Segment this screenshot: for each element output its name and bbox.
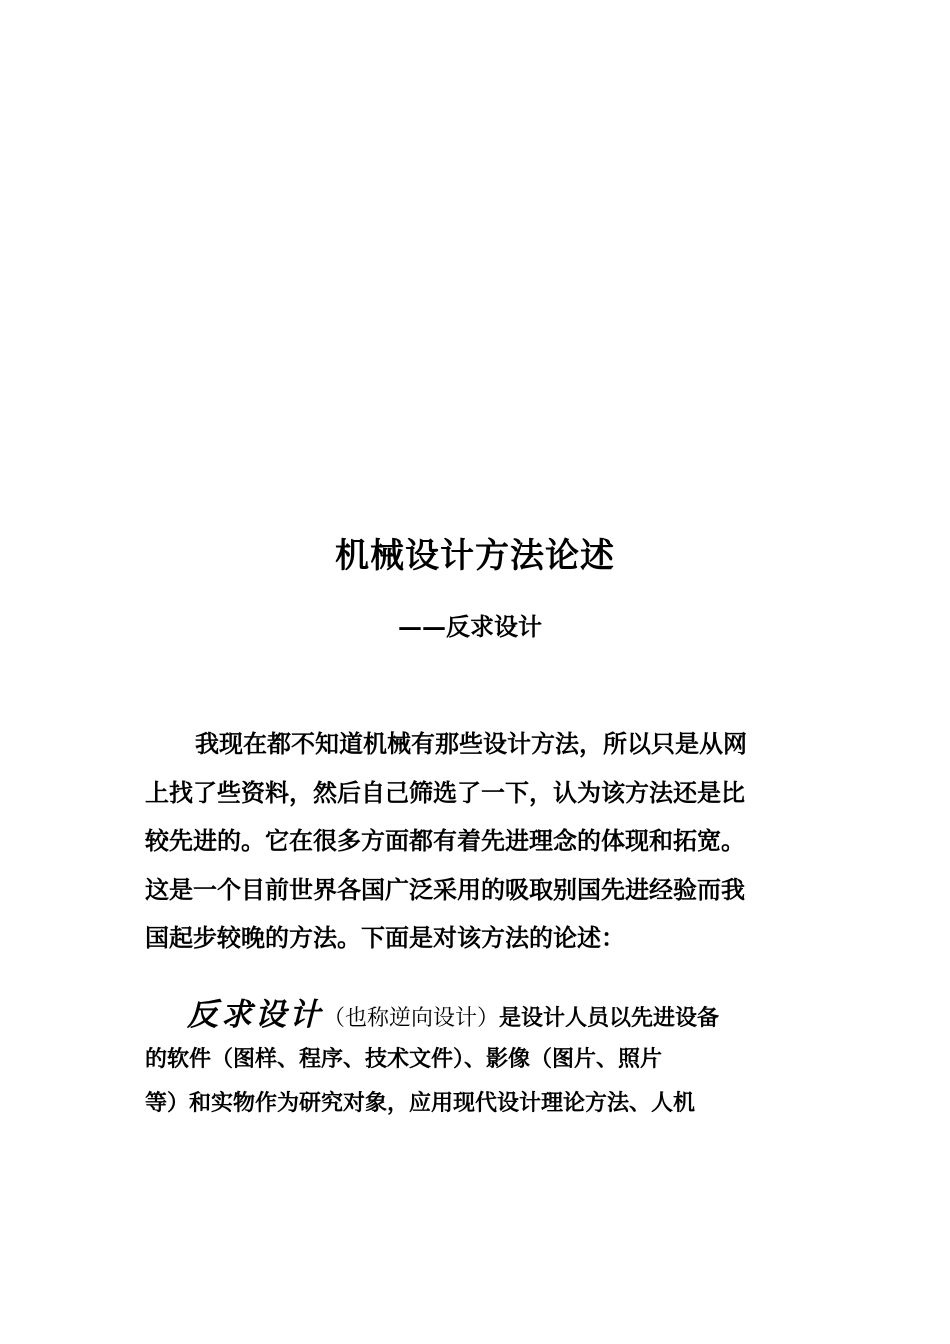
definition-line-2: 的软件（图样、程序、技术文件）、影像（图片、照片	[145, 1046, 663, 1072]
term-alias-note: （也称逆向设计）	[323, 1006, 500, 1031]
intro-line-4: 这是一个目前世界各国广泛采用的吸取别国先进经验而我	[145, 874, 745, 904]
document-title: 机械设计方法论述	[335, 536, 615, 576]
defined-term: 反求设计	[187, 997, 323, 1033]
document-subtitle: ——反求设计	[398, 612, 542, 641]
intro-paragraph	[145, 728, 810, 971]
intro-line-3: 较先进的。它在很多方面都有着先进理念的体现和拓宽。	[145, 826, 745, 855]
intro-line-1: 我现在都不知道机械有那些设计方法，所以只是从网	[195, 729, 747, 758]
definition-line-1	[145, 995, 810, 1039]
definition-line-3: 等）和实物作为研究对象，应用现代设计理论方法、人机	[145, 1090, 696, 1116]
definition-paragraph	[145, 995, 810, 1127]
intro-line-5: 国起步较晚的方法。下面是对该方法的论述：	[145, 923, 625, 952]
intro-line-2: 上找了些资料，然后自己筛选了一下，认为该方法还是比	[145, 777, 745, 807]
definition-line-1-rest: 是设计人员以先进设备	[499, 1005, 720, 1031]
